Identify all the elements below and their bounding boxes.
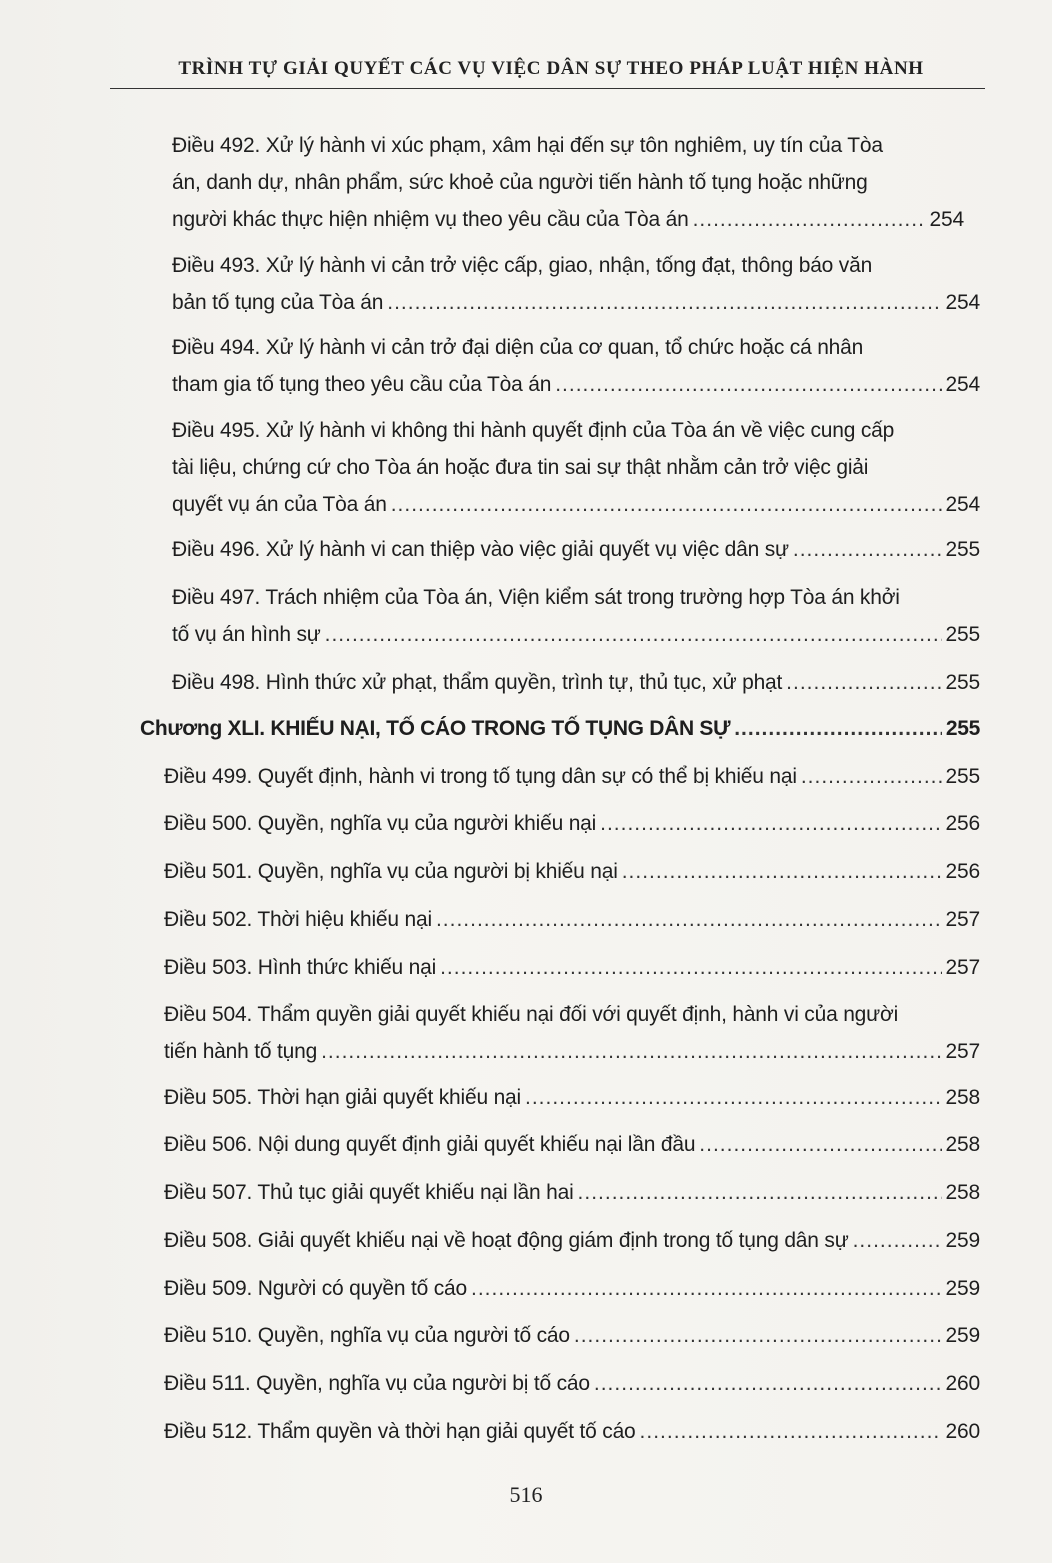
toc-entry-506 [164, 1126, 980, 1163]
entry-line: Điều 504. Thẩm quyền giải quyết khiếu nại đối với quyết định, hành vi của người [164, 1003, 899, 1026]
entry-title: Điều 508. Giải quyết khiếu nại về hoạt động giám định trong tố tụng dân sự [164, 1229, 849, 1252]
toc-entry-498 [172, 664, 980, 701]
page-ref: 255 [945, 671, 980, 694]
toc-entry-504 [164, 996, 980, 1070]
entry-title: Điều 500. Quyền, nghĩa vụ của người khiếu nại [164, 812, 597, 835]
dot-leader [693, 201, 926, 238]
entry-title: Điều 507. Thủ tục giải quyết khiếu nại lần hai [164, 1181, 574, 1204]
toc-entry-493 [172, 247, 980, 321]
entry-line: Điều 494. Xử lý hành vi cản trở đại diện của cơ quan, tổ chức hoặc cá nhân [172, 336, 864, 359]
toc-entry-492 [172, 127, 964, 238]
page-ref: 255 [945, 623, 980, 646]
entry-title: Điều 509. Người có quyền tố cáo [164, 1277, 467, 1300]
toc-entry-507 [164, 1174, 980, 1211]
running-header: TRÌNH TỰ GIẢI QUYẾT CÁC VỤ VIỆC DÂN SỰ THEO PHÁP LUẬT HIỆN HÀNH [178, 58, 924, 79]
entry-title: Điều 501. Quyền, nghĩa vụ của người bị khiếu nại [164, 860, 618, 883]
page-ref: 254 [945, 291, 980, 314]
page-ref: 259 [945, 1277, 980, 1300]
entry-line: án, danh dự, nhân phẩm, sức khoẻ của người tiến hành tố tụng hoặc những [172, 171, 868, 194]
entry-title: bản tố tụng của Tòa án [172, 291, 384, 314]
entry-title: tố vụ án hình sự [172, 623, 321, 646]
dot-leader [699, 1126, 941, 1163]
dot-leader [622, 853, 942, 890]
toc-entry-495 [172, 412, 980, 523]
page-ref: 259 [945, 1229, 980, 1252]
dot-leader [578, 1174, 942, 1211]
toc-entry-503 [164, 949, 980, 986]
page-ref: 260 [945, 1372, 980, 1395]
toc-entry-499 [164, 758, 980, 795]
page-ref: 254 [945, 493, 980, 516]
dot-leader [853, 1222, 942, 1259]
entry-title: người khác thực hiện nhiệm vụ theo yêu cầu của Tòa án [172, 208, 689, 231]
toc-entry-494 [172, 329, 980, 403]
page-ref: 256 [945, 812, 980, 835]
dot-leader [387, 284, 941, 321]
entry-title: Điều 510. Quyền, nghĩa vụ của người tố cáo [164, 1324, 570, 1347]
entry-line: Điều 497. Trách nhiệm của Tòa án, Viện kiểm sát trong trường hợp Tòa án khởi [172, 586, 900, 609]
page-ref: 255 [945, 765, 980, 788]
page-ref: 254 [929, 208, 964, 231]
entry-title: quyết vụ án của Tòa án [172, 493, 387, 516]
toc-entry-511 [164, 1365, 980, 1402]
toc-entry-500 [164, 805, 980, 842]
entry-title: Điều 511. Quyền, nghĩa vụ của người bị tố cáo [164, 1372, 590, 1395]
entry-title: Điều 502. Thời hiệu khiếu nại [164, 908, 432, 931]
dot-leader [793, 531, 942, 568]
entry-title: Điều 496. Xử lý hành vi can thiệp vào việc giải quyết vụ việc dân sự [172, 538, 789, 561]
entry-line: Điều 492. Xử lý hành vi xúc phạm, xâm hại đến sự tôn nghiêm, uy tín của Tòa [172, 134, 883, 157]
dot-leader [594, 1365, 942, 1402]
page-ref: 254 [945, 373, 980, 396]
page-ref: 257 [945, 908, 980, 931]
dot-leader [440, 949, 941, 986]
page-number: 516 [509, 1482, 543, 1507]
entry-title: Điều 503. Hình thức khiếu nại [164, 956, 437, 979]
page-ref: 258 [945, 1181, 980, 1204]
toc-entry-509 [164, 1270, 980, 1307]
page-ref: 259 [945, 1324, 980, 1347]
page-ref: 257 [945, 956, 980, 979]
page-ref: 260 [945, 1420, 980, 1443]
entry-line: Điều 493. Xử lý hành vi cản trở việc cấp, giao, nhận, tống đạt, thông báo văn [172, 254, 873, 277]
entry-title: Điều 512. Thẩm quyền và thời hạn giải quyết tố cáo [164, 1420, 636, 1443]
page-ref: 255 [945, 538, 980, 561]
dot-leader [321, 1033, 941, 1070]
entry-line: Điều 495. Xử lý hành vi không thi hành quyết định của Tòa án về việc cung cấp [172, 419, 895, 442]
toc-entry-505 [164, 1079, 980, 1116]
entry-line: tài liệu, chứng cứ cho Tòa án hoặc đưa tin sai sự thật nhằm cản trở việc giải [172, 456, 869, 479]
entry-title: Điều 505. Thời hạn giải quyết khiếu nại [164, 1086, 521, 1109]
header-rule [110, 88, 985, 89]
dot-leader [471, 1270, 942, 1307]
toc-chapter-xli [140, 710, 980, 747]
toc-entry-508 [164, 1222, 980, 1259]
dot-leader [801, 758, 942, 795]
toc-entry-496 [172, 531, 980, 568]
page-ref: 255 [945, 717, 980, 740]
page-ref: 257 [945, 1040, 980, 1063]
dot-leader [391, 486, 942, 523]
page-ref: 258 [945, 1086, 980, 1109]
toc-entry-510 [164, 1317, 980, 1354]
dot-leader [436, 901, 942, 938]
entry-title: tham gia tố tụng theo yêu cầu của Tòa án [172, 373, 552, 396]
toc-entry-502 [164, 901, 980, 938]
dot-leader [325, 616, 942, 653]
chapter-title: Chương XLI. KHIẾU NẠI, TỐ CÁO TRONG TỐ TỤNG DÂN SỰ [140, 717, 731, 740]
dot-leader [600, 805, 941, 842]
entry-title: Điều 499. Quyết định, hành vi trong tố tụng dân sự có thể bị khiếu nại [164, 765, 797, 788]
toc-entry-512 [164, 1413, 980, 1450]
dot-leader [640, 1413, 942, 1450]
dot-leader [786, 664, 941, 701]
entry-title: tiến hành tố tụng [164, 1040, 318, 1063]
page-ref: 258 [945, 1133, 980, 1156]
dot-leader [574, 1317, 942, 1354]
toc-entry-497 [172, 579, 980, 653]
toc-entry-501 [164, 853, 980, 890]
dot-leader [525, 1079, 942, 1116]
dot-leader [734, 710, 942, 747]
page-ref: 256 [945, 860, 980, 883]
entry-title: Điều 498. Hình thức xử phạt, thẩm quyền, trình tự, thủ tục, xử phạt [172, 671, 783, 694]
dot-leader [555, 366, 941, 403]
entry-title: Điều 506. Nội dung quyết định giải quyết khiếu nại lần đầu [164, 1133, 696, 1156]
